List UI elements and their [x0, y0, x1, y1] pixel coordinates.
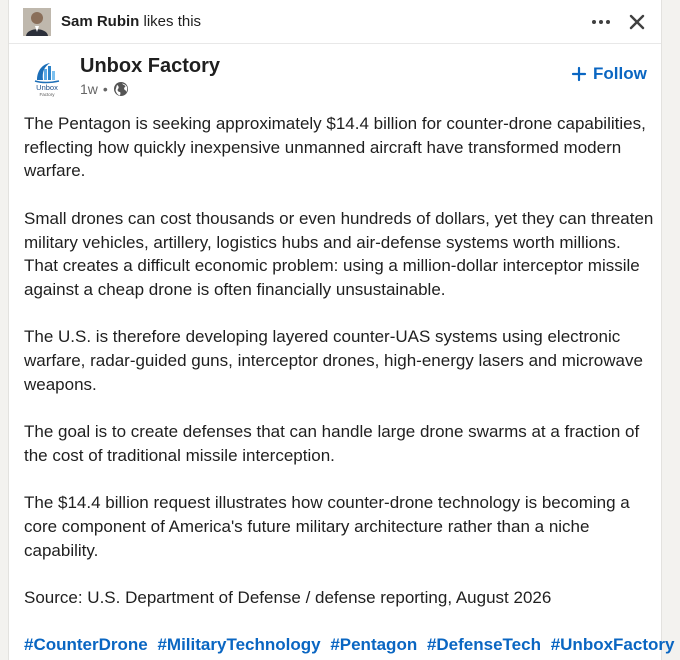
- person-avatar-icon: [23, 8, 51, 36]
- post-paragraph: The goal is to create defenses that can handle large drone swarms at a fraction of the cost of traditional missile interception.: [24, 422, 640, 465]
- hashtag-link[interactable]: #DefenseTech: [426, 635, 541, 655]
- post-paragraph: The $14.4 billion request illustrates how counter-drone technology is becoming a core component of America's future military architecture rather than a niche capability.: [24, 493, 630, 560]
- feed-post-card: [8, 0, 675, 660]
- meta-separator: •: [102, 81, 108, 97]
- author-name[interactable]: Unbox Factory: [80, 55, 221, 77]
- hashtag-link[interactable]: #MilitaryTechnology: [157, 635, 321, 655]
- post-paragraph: Small drones can cost thousands or even hundreds of dollars, yet they can threaten military vehicles, artillery, logistics hubs and air-defense systems worth millions. That creates a difficult economic problem: using a million-dollar interceptor missile against a cheap drone is often financially unsustainable.: [24, 208, 654, 299]
- more-dot-icon: [606, 20, 610, 24]
- more-dot-icon: [592, 20, 596, 24]
- close-icon: [625, 10, 649, 34]
- follow-label: Follow: [593, 64, 647, 83]
- social-activity-text: [61, 13, 201, 30]
- hashtag-link[interactable]: #UnboxFactory: [550, 635, 675, 655]
- more-options-button[interactable]: [589, 10, 613, 34]
- follow-button[interactable]: [571, 62, 647, 86]
- svg-text:Unbox: Unbox: [36, 83, 58, 92]
- social-activity-header: [9, 0, 661, 44]
- liker-name[interactable]: Sam Rubin: [61, 13, 140, 30]
- globe-icon: [113, 81, 129, 97]
- post-body: [24, 112, 675, 657]
- dismiss-button[interactable]: [625, 10, 649, 34]
- plus-icon: [571, 66, 587, 82]
- hashtag-link[interactable]: #CounterDrone: [24, 635, 148, 655]
- hashtag-list: [24, 633, 675, 657]
- post-meta: [80, 80, 129, 98]
- post-age: 1w: [80, 81, 98, 97]
- more-dot-icon: [599, 20, 603, 24]
- author-logo[interactable]: [29, 58, 65, 98]
- social-action: likes this: [143, 13, 202, 30]
- unbox-factory-logo-icon: [29, 58, 65, 98]
- post-paragraph: The Pentagon is seeking approximately $14.4 billion for counter-drone capabilities, reflecting how quickly inexpensive unmanned aircraft have transformed modern warfare.: [24, 114, 646, 181]
- post-paragraph: The U.S. is therefore developing layered counter-UAS systems using electronic warfare, radar-guided guns, interceptor drones, high-energy lasers and microwave weapons.: [24, 327, 643, 394]
- hashtag-link[interactable]: #Pentagon: [330, 635, 418, 655]
- post-paragraph: Source: U.S. Department of Defense / defense reporting, August 2026: [24, 587, 552, 607]
- avatar[interactable]: [23, 8, 51, 36]
- svg-text:Factory: Factory: [39, 92, 55, 97]
